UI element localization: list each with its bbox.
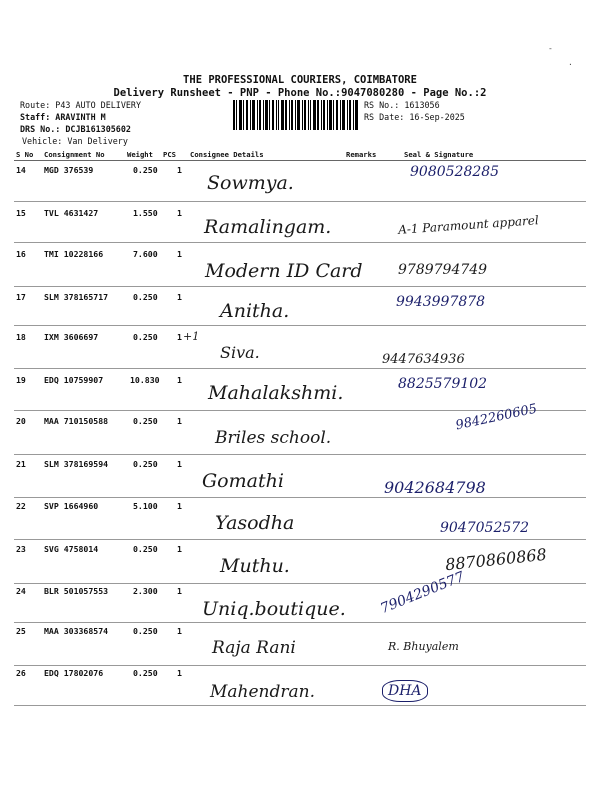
rs-number: RS No.: 1613056: [364, 100, 440, 110]
row-20-pcs: 1: [177, 416, 182, 426]
row-15-signature: A-1 Paramount apparel: [397, 213, 540, 237]
row-19-consignment: EDQ 10759907: [44, 375, 104, 385]
row-24-weight: 2.300: [133, 586, 158, 596]
row-21-consignee: Gomathi: [202, 470, 284, 492]
row-25-signature: R. Bhuyalem: [388, 640, 459, 653]
col-sno: S No: [16, 150, 34, 159]
col-weight: Weight: [127, 150, 153, 159]
row-18-consignee: Siva.: [220, 343, 260, 362]
row-25-sno: 25: [16, 626, 26, 636]
row-16-signature: 9789794749: [398, 262, 488, 278]
col-pcs: PCS: [163, 150, 176, 159]
row-21-sno: 21: [16, 459, 26, 469]
row-15-pcs: 1: [177, 208, 182, 218]
row-17-sno: 17: [16, 292, 26, 302]
row-24-signature: 7904290577: [378, 568, 467, 618]
row-19-pcs: 1: [177, 375, 182, 385]
row-22-signature: 9047052572: [440, 520, 530, 536]
row-divider: [14, 665, 586, 666]
row-divider: [14, 705, 586, 706]
row-24-consignment: BLR 501057553: [44, 586, 109, 596]
company-title: THE PROFESSIONAL COURIERS, COIMBATORE: [183, 74, 417, 86]
row-24-pcs: 1: [177, 586, 182, 596]
staff-info: Staff: ARAVINTH M: [20, 112, 106, 122]
runsheet-subtitle: Delivery Runsheet - PNP - Phone No.:9047080280 - Page No.:2: [113, 87, 487, 99]
row-divider: [14, 497, 586, 498]
row-18-sno: 18: [16, 332, 26, 342]
row-18-signature: 9447634936: [382, 352, 465, 367]
row-20-sno: 20: [16, 416, 26, 426]
row-14-consignee: Sowmya.: [207, 172, 294, 194]
row-divider: [14, 286, 586, 287]
row-18-consignment: IXM 3606697: [44, 332, 99, 342]
row-17-pcs: 1: [177, 292, 182, 302]
row-25-consignment: MAA 303368574: [44, 626, 109, 636]
row-16-consignee: Modern ID Card: [205, 260, 363, 282]
row-20-signature: 9842260605: [454, 401, 539, 434]
row-19-sno: 19: [16, 375, 26, 385]
rs-date: RS Date: 16-Sep-2025: [364, 112, 465, 122]
row-25-weight: 0.250: [133, 626, 158, 636]
row-21-weight: 0.250: [133, 459, 158, 469]
row-21-consignment: SLM 378169594: [44, 459, 109, 469]
row-26-weight: 0.250: [133, 668, 158, 678]
row-26-sno: 26: [16, 668, 26, 678]
row-20-consignee: Briles school.: [215, 428, 332, 448]
row-15-sno: 15: [16, 208, 26, 218]
row-divider: [14, 539, 586, 540]
row-divider: [14, 583, 586, 584]
col-seal: Seal & Signature: [404, 150, 474, 159]
row-17-consignment: SLM 378165717: [44, 292, 109, 302]
scan-speck: -: [548, 44, 553, 53]
row-15-consignee: Ramalingam.: [204, 216, 332, 238]
row-19-consignee: Mahalakshmi.: [208, 382, 344, 404]
row-20-consignment: MAA 710150588: [44, 416, 109, 426]
row-23-signature: 8870860868: [444, 544, 548, 575]
row-19-weight: 10.830: [130, 375, 160, 385]
row-26-pcs: 1: [177, 668, 182, 678]
row-22-sno: 22: [16, 501, 26, 511]
row-divider: [14, 622, 586, 623]
row-21-pcs: 1: [177, 459, 182, 469]
route-info: Route: P43 AUTO DELIVERY: [20, 100, 142, 110]
row-26-signature: DHA: [382, 680, 428, 702]
row-22-consignment: SVP 1664960: [44, 501, 99, 511]
row-18-weight: 0.250: [133, 332, 158, 342]
row-23-sno: 23: [16, 544, 26, 554]
row-14-consignment: MGD 376539: [44, 165, 94, 175]
row-17-weight: 0.250: [133, 292, 158, 302]
col-consignment: Consignment No: [44, 150, 105, 159]
row-20-weight: 0.250: [133, 416, 158, 426]
row-25-consignee: Raja Rani: [212, 638, 296, 658]
row-21-signature: 9042684798: [384, 478, 486, 497]
row-22-pcs: 1: [177, 501, 182, 511]
col-remarks: Remarks: [346, 150, 377, 159]
row-17-consignee: Anitha.: [220, 300, 290, 322]
row-divider: [14, 454, 586, 455]
row-16-consignment: TMI 10228166: [44, 249, 104, 259]
row-24-sno: 24: [16, 586, 26, 596]
row-16-pcs: 1: [177, 249, 182, 259]
row-divider: [14, 368, 586, 369]
row-22-weight: 5.100: [133, 501, 158, 511]
row-16-weight: 7.600: [133, 249, 158, 259]
row-16-sno: 16: [16, 249, 26, 259]
row-17-signature: 9943997878: [396, 294, 486, 310]
row-23-consignment: SVG 4758014: [44, 544, 99, 554]
col-consignee: Consignee Details: [190, 150, 264, 159]
row-23-weight: 0.250: [133, 544, 158, 554]
drs-info: DRS No.: DCJB161305602: [20, 124, 131, 134]
barcode-image: [233, 100, 359, 130]
row-26-consignee: Mahendran.: [210, 682, 315, 702]
row-15-consignment: TVL 4631427: [44, 208, 99, 218]
row-14-signature: 9080528285: [410, 164, 500, 180]
row-18-extra-piece: +1: [183, 330, 200, 343]
row-26-consignment: EDQ 17802076: [44, 668, 104, 678]
row-23-consignee: Muthu.: [220, 555, 290, 577]
row-divider: [14, 242, 586, 243]
row-24-consignee: Uniq.boutique.: [202, 598, 346, 620]
header-divider: [14, 160, 586, 161]
scan-speck: ·: [568, 60, 573, 69]
row-divider: [14, 201, 586, 202]
row-25-pcs: 1: [177, 626, 182, 636]
row-divider: [14, 325, 586, 326]
vehicle-info: Vehicle: Van Delivery: [22, 136, 128, 146]
row-14-sno: 14: [16, 165, 26, 175]
row-22-consignee: Yasodha: [215, 512, 295, 534]
row-15-weight: 1.550: [133, 208, 158, 218]
row-18-pcs: 1: [177, 332, 182, 342]
row-14-weight: 0.250: [133, 165, 158, 175]
row-19-signature: 8825579102: [398, 376, 488, 392]
row-23-pcs: 1: [177, 544, 182, 554]
row-14-pcs: 1: [177, 165, 182, 175]
